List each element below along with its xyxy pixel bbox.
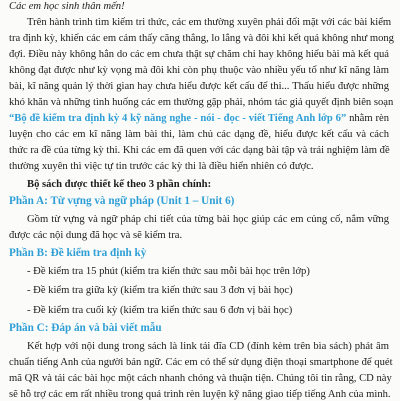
intro-line-3: đợi. Điều này không hẳn do các em chưa thật sự chăm chỉ hay không hiểu bài mà kết quả <box>9 49 389 60</box>
intro-line-1: Trên hành trình tìm kiếm tri thức, các em thường xuyên phải đối mặt với các bài kiểm <box>27 17 392 28</box>
part-c-line-2: chuẩn tiếng Anh của người bản ngữ. Các em có thể sử dụng điện thoại smartphone để quét <box>9 357 393 368</box>
part-b-item-1: - Đề kiểm tra 15 phút (kiểm tra kiến thức sau mỗi bài học trên lớp) <box>27 266 310 277</box>
part-a-heading: Phần A: Từ vựng và ngữ pháp (Unit 1 – Unit 6) <box>9 195 235 207</box>
part-b-item-3: - Đề kiểm tra cuối kỳ (kiểm tra kiến thức sau 6 đơn vị bài học) <box>27 305 293 316</box>
intro-line-8: luyện cho các em kĩ năng làm bài thi, làm chủ các dạng đề, hiểu được kết cấu và cách <box>9 129 389 140</box>
intro-line-2: tra định kỳ, khiến các em cảm thấy căng thẳng, lo lắng và đôi khi kết quả không như mong <box>9 33 394 44</box>
part-a-line-2: được các nội dung đã học và sẽ kiểm tra. <box>9 230 183 241</box>
intro-line-5: bài, kĩ năng quản lý thời gian hay chưa hiểu được kết cấu để thi... Thấu hiểu được những <box>9 81 389 92</box>
part-c-line-1: Kết hợp với nội dung trong sách là link tải đĩa CD (đính kèm trên bìa sách) phát âm <box>27 341 389 352</box>
part-b-item-2: - Đề kiểm tra giữa kỳ (kiểm tra kiến thức sau 3 đơn vị bài học) <box>27 285 293 296</box>
part-c-heading: Phần C: Đáp án và bài viết mẫu <box>9 322 162 334</box>
intro-line-4: không đạt được như kỳ vọng mà đôi khi còn phụ thuộc vào nhiều yếu tố như kĩ năng làm <box>9 65 389 76</box>
intro-line-6: khó khăn và những tình huống các em thường gặp phải, nhóm tác giả quyết định biên soạn <box>9 97 394 108</box>
book-title-highlight: “Bộ đề kiểm tra định kỳ 4 kỹ năng nghe - nói - đọc - viết Tiếng Anh lớp 6” <box>9 113 347 124</box>
part-c-line-4: sẽ hỗ trợ các em rất nhiều trong quá trình rèn luyện kỹ năng giao tiếp tiếng Anh của mình. <box>9 389 391 400</box>
part-a-line-1: Gồm từ vựng và ngữ pháp chi tiết của từng bài học giúp các em củng cố, nắm vững <box>27 214 389 225</box>
part-b-heading: Phần B: Đề kiểm tra định kỳ <box>9 247 147 259</box>
intro-line-10: thường xuyên thì việc tự tin trước các kỳ thi là điều hiển nhiên có được. <box>9 161 314 172</box>
intro-line-9: thức ra đề của từng kỳ thi. Khi các em đã quen với các dạng bài tập và trải nghiệm làm đề <box>9 145 390 156</box>
part-c-line-3: mã QR và tải các bài học một cách nhanh chóng và thuận tiện. Chúng tôi tin rằng, CD này <box>9 373 392 384</box>
greeting: Các em học sinh thân mến! <box>9 1 125 12</box>
intro-line-7-rest: nhằm rèn <box>346 113 389 124</box>
intro-line-7 <box>9 112 389 125</box>
structure-heading: Bộ sách được thiết kế theo 3 phần chính: <box>27 179 212 190</box>
